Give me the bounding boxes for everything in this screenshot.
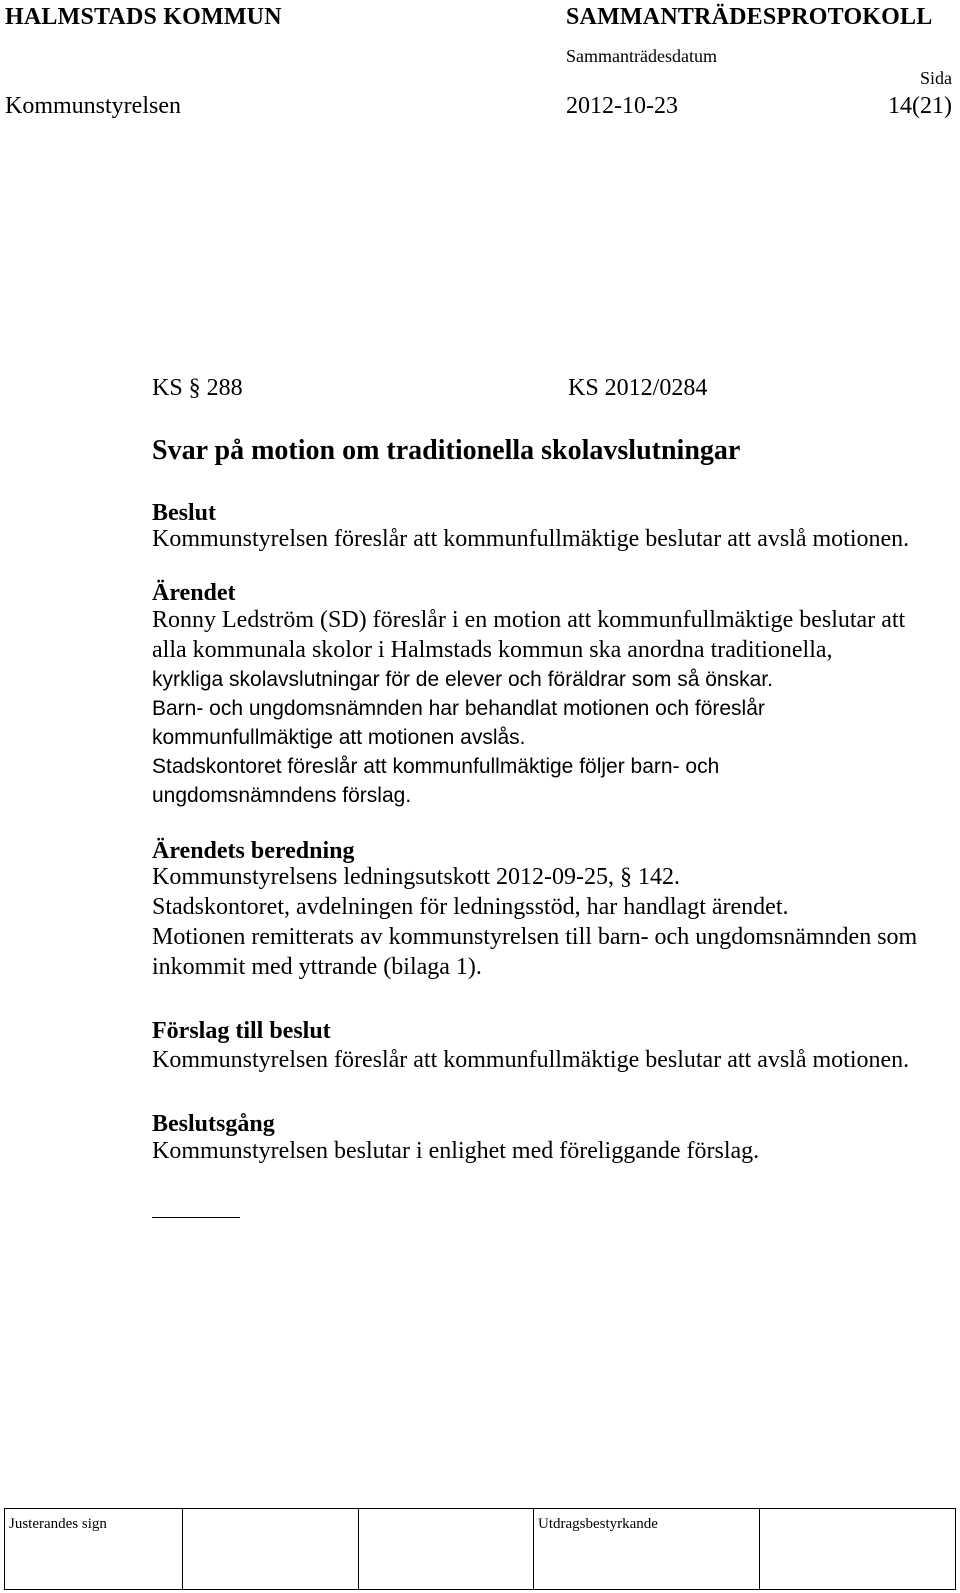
signature-cell [358, 1509, 534, 1589]
arendet-line: alla kommunala skolor i Halmstads kommun ska anordna traditionella, [152, 637, 833, 663]
case-number: KS 2012/0284 [568, 375, 708, 401]
page-label: Sida [919, 68, 952, 88]
document-type: SAMMANTRÄDESPROTOKOLL [566, 4, 933, 30]
justerandes-sign-label: Justerandes sign [9, 1516, 107, 1532]
arendet-line: kyrkliga skolavslutningar för de elever och föräldrar som så önskar. [152, 668, 773, 691]
beredning-line: Kommunstyrelsens ledningsutskott 2012-09-25, § 142. [152, 864, 680, 890]
beredning-line: inkommit med yttrande (bilaga 1). [152, 954, 482, 980]
section-heading-beslut: Beslut [152, 500, 217, 526]
page-title: Svar på motion om traditionella skolavslutningar [152, 435, 741, 466]
arendet-line: kommunfullmäktige att motionen avslås. [152, 726, 526, 749]
signature-table [4, 1508, 956, 1590]
arendet-line: Ronny Ledström (SD) föreslår i en motion att kommunfullmäktige beslutar att [152, 607, 906, 633]
arendet-line: Stadskontoret föreslår att kommunfullmäktige följer barn- och [152, 755, 720, 778]
signature-divider [759, 1509, 760, 1589]
arendet-line: ungdomsnämndens förslag. [152, 784, 412, 807]
section-heading-arendet: Ärendet [152, 580, 236, 606]
utdragsbestyrkande-label: Utdragsbestyrkande [538, 1516, 658, 1532]
forslag-text: Kommunstyrelsen föreslår att kommunfullmäktige beslutar att avslå motionen. [152, 1047, 910, 1073]
meeting-date: 2012-10-23 [566, 93, 678, 119]
beslut-text: Kommunstyrelsen föreslår att kommunfullmäktige beslutar att avslå motionen. [152, 526, 910, 552]
utdragsbestyrkande-cell [533, 1509, 759, 1589]
signature-cell [182, 1509, 359, 1589]
beslutsgang-text: Kommunstyrelsen beslutar i enlighet med föreliggande förslag. [152, 1138, 760, 1164]
justerandes-sign-cell [5, 1509, 183, 1589]
beredning-line: Motionen remitterats av kommunstyrelsen till barn- och ungdomsnämnden som [152, 924, 918, 950]
end-rule [152, 1217, 240, 1218]
arendet-line: Barn- och ungdomsnämnden har behandlat motionen och föreslår [152, 697, 765, 720]
body-name: Kommunstyrelsen [5, 93, 181, 119]
page-number: 14(21) [888, 93, 952, 119]
paragraph-number: KS § 288 [152, 375, 243, 401]
section-heading-beredning: Ärendets beredning [152, 838, 355, 864]
beredning-line: Stadskontoret, avdelningen för ledningsstöd, har handlagt ärendet. [152, 894, 789, 920]
section-heading-forslag: Förslag till beslut [152, 1018, 331, 1044]
section-heading-beslutsgang: Beslutsgång [152, 1111, 275, 1137]
meeting-date-label: Sammanträdesdatum [566, 46, 717, 66]
municipality-name: HALMSTADS KOMMUN [5, 4, 282, 30]
